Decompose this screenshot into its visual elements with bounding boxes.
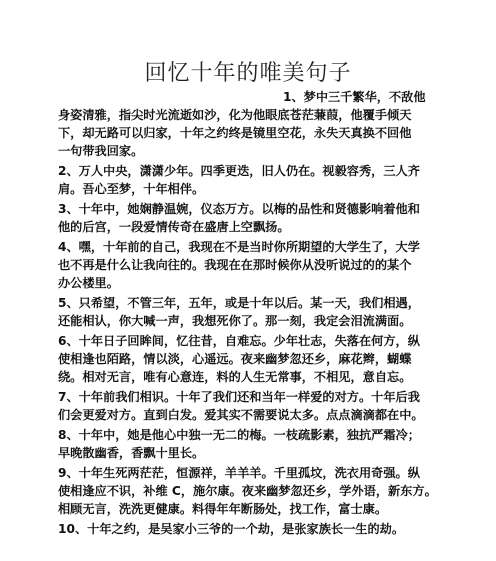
- paragraph-line: 7、十年前我们相识。十年了我们还和当年一样爱的对方。十年后我: [58, 390, 420, 404]
- paragraph-line: 下，却无路可以归家，十年之约终是镜里空花，永失天真换不回他: [58, 126, 412, 140]
- paragraph-line: 办公楼里。: [58, 276, 119, 290]
- paragraph-line: 使相逢应不识，补维 C，施尔康。夜来幽梦忽还乡，学外语，新东方。: [58, 484, 437, 498]
- paragraph-7: [58, 388, 448, 424]
- paragraph-8: [58, 426, 448, 462]
- paragraph-line: 一句带我回家。: [58, 144, 144, 158]
- paragraph-line: 他的后宫，一段爱情传奇在盛唐上空飘扬。: [58, 220, 290, 234]
- paragraph-line: 相顾无言，洗洗更健康。料得年年断肠处，找工作，富士康。: [58, 502, 388, 516]
- paragraph-line: 肩。吾心至梦，十年相伴。: [58, 182, 205, 196]
- paragraph-line: 10、十年之约，是吴家小三爷的一个劫，是张家族长一生的劫。: [58, 522, 405, 536]
- paragraph-line: 8、十年中，她是他心中独一无二的梅。一枝疏影素，独抗严霜冷；: [58, 428, 420, 442]
- paragraph-6: [58, 332, 448, 386]
- paragraph-5: [58, 294, 448, 330]
- paragraph-line: 6、十年日子回眸间，忆往昔，自难忘。少年壮志，失落在何方，纵: [58, 334, 420, 348]
- paragraph-line: 也不再是什么让我向往的。我现在在那时候你从没听说过的的某个: [58, 258, 412, 272]
- paragraph-3: [58, 200, 448, 236]
- paragraph-line: 3、十年中，她娴静温婉，仪态万方。以梅的品性和贤德影响着他和: [58, 202, 420, 216]
- paragraph-line: 们会更爱对方。直到白发。爱其实不需要说太多。点点滴滴都在中。: [58, 408, 424, 422]
- paragraph-line: 绕。相对无言，唯有心意连，料的人生无常事，不相见，意自忘。: [58, 370, 412, 384]
- paragraph-line: 5、只希望，不管三年，五年，或是十年以后。某一天，我们相遇，: [58, 296, 420, 310]
- paragraph-line: 使相逢也陌路，情以淡，心遥远。夜来幽梦忽还乡，麻花辫，蝴蝶: [58, 352, 412, 366]
- paragraph-line: 早晚散幽香，香飘十里长。: [58, 446, 205, 460]
- paragraph-line: 身姿清雅，指尖时光流逝如沙，化为他眼底苍茫蒹葭，他覆手倾天: [58, 108, 412, 122]
- paragraph-line: 还能相认，你大喊一声，我想死你了。那一刻，我定会泪流满面。: [58, 314, 412, 328]
- paragraph-1: [58, 88, 448, 160]
- paragraph-4: [58, 238, 448, 292]
- paragraph-line: 2、万人中央，潇潇少年。四季更迭，旧人仍在。视毅容秀，三人齐: [58, 164, 420, 178]
- paragraph-10: [58, 520, 448, 538]
- paragraph-line: 9、十年生死两茫茫，恒源祥，羊羊羊。千里孤坟，洗衣用奇强。纵: [58, 466, 420, 480]
- page-title: 回忆十年的唯美句子: [144, 61, 352, 86]
- paragraph-9: [58, 464, 448, 518]
- paragraph-line: 1、梦中三千繁华，不敌他: [283, 90, 426, 104]
- paragraph-line: 4、嘿，十年前的自己，我现在不是当时你所期望的大学生了，大学: [58, 240, 420, 254]
- paragraph-2: [58, 162, 448, 198]
